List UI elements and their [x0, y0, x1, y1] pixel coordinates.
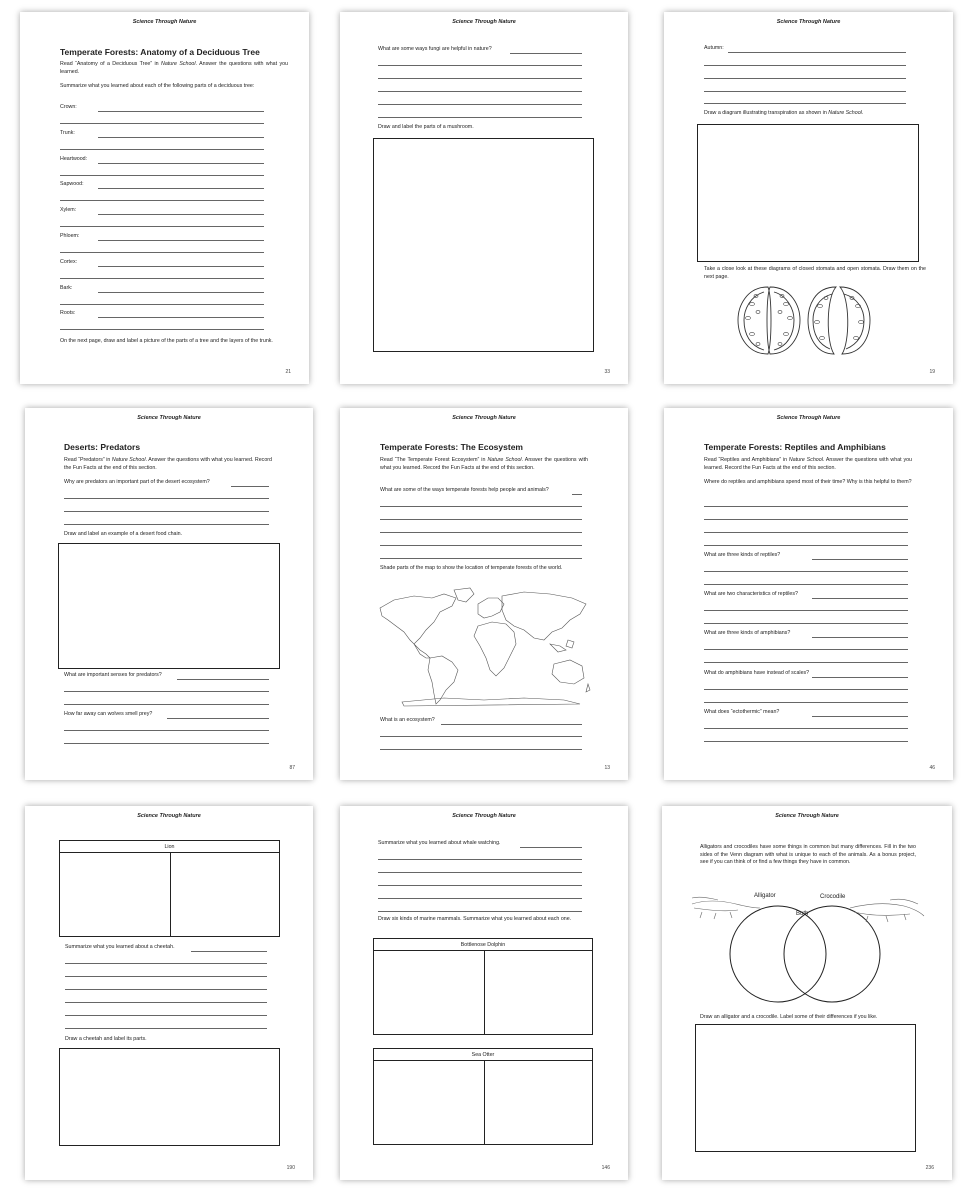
- answer-line: [704, 571, 908, 572]
- answer-line: [64, 743, 269, 744]
- answer-line: [98, 137, 264, 138]
- page-number: 236: [925, 1165, 934, 1171]
- workbook-page-lion-cheetah: [25, 806, 313, 1180]
- footer-instruction: On the next page, draw and label a picture of the parts of a tree and the layers of the trunk.: [60, 338, 273, 344]
- answer-line: [441, 724, 582, 725]
- stomata-instruction: Take a close look at these diagrams of closed stomata and open stomata. Draw them on the next page.: [704, 266, 926, 280]
- answer-line: [704, 78, 906, 79]
- summary-instruction: Summarize what you learned about a cheetah.: [65, 944, 175, 950]
- otter-box-title: Sea Otter: [374, 1049, 592, 1061]
- question-2: What is an ecosystem?: [380, 717, 435, 723]
- shade-instruction: Shade parts of the map to show the location of temperate forests of the world.: [380, 565, 563, 571]
- answer-line: [231, 486, 269, 487]
- page-header: Science Through Nature: [137, 415, 201, 421]
- draw-instruction: Draw an alligator and a crocodile. Label some of their differences if you like.: [700, 1014, 878, 1020]
- intro-text: Read “Reptiles and Amphibians” in Nature School. Answer the questions with what you learned. Record the Fun Facts at the end of this section.: [704, 457, 912, 471]
- answer-line: [65, 976, 267, 977]
- answer-line: [65, 1028, 267, 1029]
- tree-part-label: Phloem:: [60, 233, 80, 239]
- answer-line: [572, 494, 582, 495]
- question-5: What do amphibians have instead of scales?: [704, 670, 810, 676]
- cheetah-drawing-box: [59, 1048, 280, 1146]
- answer-line: [98, 111, 264, 112]
- page-header: Science Through Nature: [776, 19, 841, 25]
- stomata-illustration: [734, 282, 874, 358]
- tree-part-label: Heartwood:: [60, 155, 88, 162]
- answer-line: [704, 584, 908, 585]
- summary-instruction: Summarize what you learned about each of the following parts of a deciduous tree:: [60, 83, 255, 89]
- tree-part-label: Roots:: [60, 310, 76, 317]
- lion-box: [59, 840, 280, 937]
- lion-box-title: Lion: [60, 841, 279, 853]
- page-title: Temperate Forests: Reptiles and Amphibians: [704, 442, 886, 452]
- sea-otter-box: [373, 1048, 593, 1145]
- column-divider: [170, 853, 171, 936]
- draw-instruction: Draw a diagram illustrating transpiration as shown in Nature School.: [704, 110, 864, 116]
- question-2: What are important senses for predators?: [64, 672, 162, 678]
- answer-line: [378, 65, 582, 66]
- answer-line: [98, 266, 264, 267]
- venn-diagram: [690, 886, 926, 1012]
- answer-line: [812, 559, 908, 560]
- page-number: 190: [286, 1165, 295, 1171]
- intro-text: Alligators and crocodiles have some things in common but many differences. Fill in the two sides of the Venn diagram with what is unique to each of the animals. As a bonus project, see if you can think of or find a few things they have in common.: [700, 844, 916, 865]
- answer-line: [380, 532, 582, 533]
- page-number: 33: [604, 369, 610, 375]
- answer-line: [812, 716, 908, 717]
- page-number: 46: [929, 765, 935, 771]
- answer-line: [704, 728, 908, 729]
- answer-line: [98, 188, 264, 189]
- answer-line: [704, 623, 908, 624]
- answer-line: [380, 545, 582, 546]
- answer-line: [378, 885, 582, 886]
- column-divider: [484, 951, 485, 1034]
- answer-line: [380, 736, 582, 737]
- page-number: 21: [285, 369, 291, 375]
- tree-part-label: Trunk:: [60, 129, 75, 136]
- question-1: Why are predators an important part of the desert ecosystem?: [64, 479, 210, 485]
- answer-line: [704, 532, 908, 533]
- answer-line: [378, 911, 582, 912]
- answer-line: [167, 718, 269, 719]
- alligator-crocodile-drawing-box: [695, 1024, 916, 1152]
- answer-line: [704, 519, 908, 520]
- workbook-page-venn-diagram: [662, 806, 952, 1180]
- answer-line: [378, 104, 582, 105]
- answer-line: [64, 704, 269, 705]
- answer-line: [510, 53, 582, 54]
- page-header: Science Through Nature: [452, 813, 516, 819]
- answer-line: [812, 677, 908, 678]
- question-3: How far away can wolves smell prey?: [64, 711, 153, 717]
- venn-label-both: Both: [796, 911, 809, 917]
- bottlenose-dolphin-box: [373, 938, 593, 1035]
- workbook-page-transpiration: [664, 12, 953, 384]
- answer-line: [60, 200, 264, 201]
- answer-line: [812, 637, 908, 638]
- intro-text: Read “Anatomy of a Deciduous Tree” in Nature School. Answer the questions with what you learned.: [60, 61, 288, 75]
- answer-line: [378, 859, 582, 860]
- question-6: What does “ectothermic” mean?: [704, 709, 780, 715]
- answer-line: [60, 226, 264, 227]
- answer-line: [64, 511, 269, 512]
- page-header: Science Through Nature: [776, 415, 841, 421]
- answer-line: [520, 847, 582, 848]
- answer-line: [177, 679, 269, 680]
- answer-line: [60, 149, 264, 150]
- answer-line: [60, 252, 264, 253]
- answer-line: [65, 1002, 267, 1003]
- page-title: Deserts: Predators: [64, 442, 141, 452]
- question-2: What are three kinds of reptiles?: [704, 552, 781, 558]
- intro-text: Read “The Temperate Forest Ecosystem” in Nature School. Answer the questions with what you learned. Record the Fun Facts at the end of this section.: [380, 457, 588, 471]
- mushroom-drawing-box: [373, 138, 594, 352]
- answer-line: [704, 65, 906, 66]
- page-number: 19: [929, 369, 935, 375]
- answer-line: [704, 741, 908, 742]
- workbook-page-reptiles: [664, 408, 953, 780]
- answer-line: [704, 506, 908, 507]
- page-header: Science Through Nature: [137, 813, 201, 819]
- answer-line: [60, 304, 264, 305]
- page-header: Science Through Nature: [132, 19, 197, 25]
- workbook-page-marine-mammals: [340, 806, 628, 1180]
- answer-line: [98, 240, 264, 241]
- answer-line: [98, 292, 264, 293]
- answer-line: [704, 545, 908, 546]
- answer-line: [378, 898, 582, 899]
- page-number: 87: [289, 765, 295, 771]
- answer-line: [704, 702, 908, 703]
- column-divider: [484, 1061, 485, 1144]
- answer-line: [191, 951, 267, 952]
- tree-part-label: Crown:: [60, 104, 77, 110]
- world-map-outline: [374, 586, 594, 708]
- summary-instruction: Summarize what you learned about whale watching.: [378, 840, 501, 846]
- draw-instruction: Draw and label an example of a desert food chain.: [64, 531, 183, 537]
- page-header: Science Through Nature: [775, 813, 839, 819]
- answer-line: [704, 689, 908, 690]
- answer-line: [704, 649, 908, 650]
- draw-instruction: Draw and label the parts of a mushroom.: [378, 124, 474, 130]
- draw-instruction: Draw six kinds of marine mammals. Summarize what you learned about each one.: [378, 916, 572, 922]
- answer-line: [704, 91, 906, 92]
- answer-line: [704, 103, 906, 104]
- workbook-page-predators: [25, 408, 313, 780]
- answer-line: [812, 598, 908, 599]
- answer-line: [380, 506, 582, 507]
- workbook-page-anatomy-tree: [20, 12, 309, 384]
- answer-line: [98, 163, 264, 164]
- answer-line: [64, 730, 269, 731]
- venn-label-alligator: Alligator: [754, 893, 776, 899]
- answer-line: [98, 214, 264, 215]
- tree-part-label: Cortex:: [60, 258, 78, 265]
- answer-line: [378, 872, 582, 873]
- question-1: What are some of the ways temperate forests help people and animals?: [380, 487, 549, 493]
- venn-label-crocodile: Crocodile: [820, 894, 846, 900]
- answer-line: [378, 91, 582, 92]
- intro-text: Read “Predators” in Nature School. Answer the questions with what you learned. Record the Fun Facts at the end of this section.: [64, 457, 272, 471]
- answer-line: [60, 329, 264, 330]
- question-3: What are two characteristics of reptiles?: [704, 591, 798, 597]
- tree-part-label: Sapwood:: [60, 181, 84, 188]
- answer-line: [60, 278, 264, 279]
- answer-line: [704, 662, 908, 663]
- answer-line: [380, 519, 582, 520]
- food-chain-drawing-box: [58, 543, 280, 669]
- answer-line: [704, 610, 908, 611]
- draw-instruction: Draw a cheetah and label its parts.: [65, 1036, 147, 1042]
- answer-line: [64, 691, 269, 692]
- tree-part-label: Xylem:: [60, 207, 77, 214]
- answer-line: [378, 117, 582, 118]
- tree-part-label: Bark:: [60, 284, 73, 291]
- page-number: 146: [601, 1165, 610, 1171]
- workbook-page-ecosystem: [340, 408, 628, 780]
- answer-line: [65, 963, 267, 964]
- page-header: Science Through Nature: [452, 19, 516, 25]
- workbook-page-fungi: [340, 12, 628, 384]
- answer-line: [728, 52, 906, 53]
- page-number: 13: [604, 765, 610, 771]
- answer-line: [380, 749, 582, 750]
- answer-line: [64, 498, 269, 499]
- page-title: Temperate Forests: The Ecosystem: [380, 442, 523, 452]
- fungi-question: What are some ways fungi are helpful in nature?: [378, 46, 492, 52]
- answer-line: [65, 1015, 267, 1016]
- answer-line: [98, 317, 264, 318]
- answer-line: [65, 989, 267, 990]
- answer-line: [380, 558, 582, 559]
- answer-line: [64, 524, 269, 525]
- answer-line: [60, 175, 264, 176]
- question-1: Where do reptiles and amphibians spend most of their time? Why is this helpful to them?: [704, 479, 912, 485]
- autumn-label: Autumn:: [704, 45, 724, 51]
- page-title: Temperate Forests: Anatomy of a Deciduous Tree: [60, 47, 260, 57]
- page-header: Science Through Nature: [452, 415, 516, 421]
- answer-line: [60, 123, 264, 124]
- transpiration-drawing-box: [697, 124, 919, 262]
- question-4: What are three kinds of amphibians?: [704, 630, 791, 636]
- answer-line: [378, 78, 582, 79]
- dolphin-box-title: Bottlenose Dolphin: [374, 939, 592, 951]
